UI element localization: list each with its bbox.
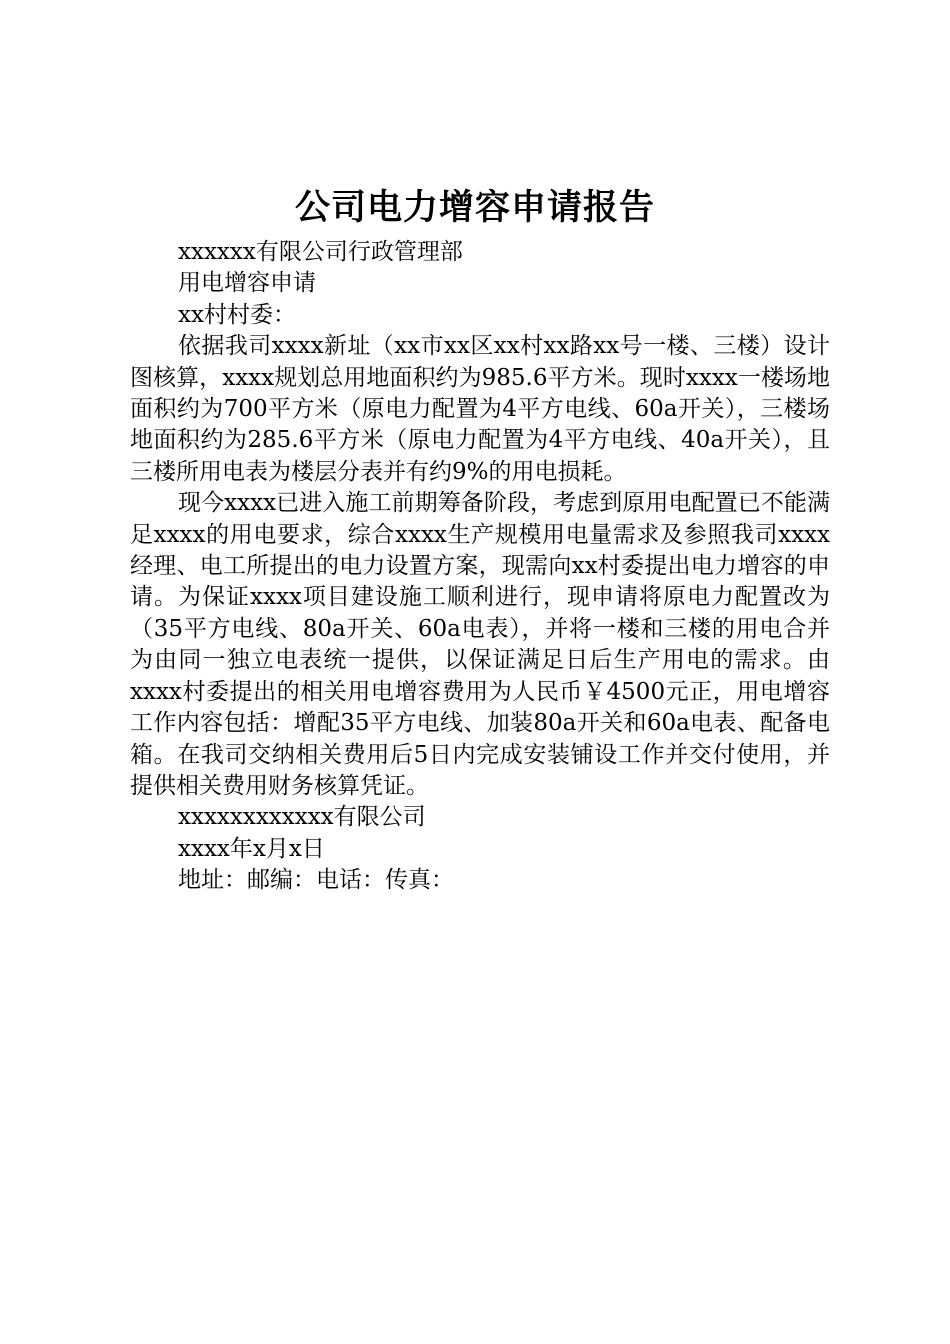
department-line: xxxxxx有限公司行政管理部 bbox=[178, 239, 463, 265]
contact-line: 地址：邮编：电话：传真： bbox=[178, 867, 454, 894]
signature-company: xxxxxxxxxxxx有限公司 bbox=[178, 804, 426, 831]
signature-date: xxxx年x月x日 bbox=[178, 835, 325, 862]
subject-line: 用电增容申请 bbox=[178, 270, 316, 297]
addressee-line: xx村村委： bbox=[178, 301, 296, 328]
body-paragraph-1: 依据我司xxxx新址（xx市xx区xx村xx路xx号一楼、三楼）设计图核算，xxxx规划总用地面积约为985.6平方米。现时xxxx一楼场地面积约为700平方米（原电力配置为4平方电线、60a开关），三楼场地面积约为285.6平方米（原电力配置为4平方电线、40a开关），且三楼所用电表为楼层分表并有约9%的用电损耗。 bbox=[130, 333, 830, 485]
body-paragraph-2: 现今xxxx已进入施工前期筹备阶段，考虑到原用电配置已不能满足xxxx的用电要求，综合xxxx生产规模用电量需求及参照我司xxxx经理、电工所提出的电力设置方案，现需向xx村委提出电力增容的申请。为保证xxxx项目建设施工顺利进行，现申请将原电力配置改为（35平方电线、80a开关、60a电表），并将一楼和三楼的用电合并为由同一独立电表统一提供，以保证满足日后生产用电的需求。由xxxx村委提出的相关用电增容费用为人民币￥4500元正，用电增容工作内容包括：增配35平方电线、加装80a开关和60a电表、配备电箱。在我司交纳相关费用后5日内完成安装铺设工作并交付使用，并提供相关费用财务核算凭证。 bbox=[130, 490, 830, 799]
document-body bbox=[130, 237, 830, 897]
document-title: 公司电力增容申请报告 bbox=[294, 188, 655, 228]
